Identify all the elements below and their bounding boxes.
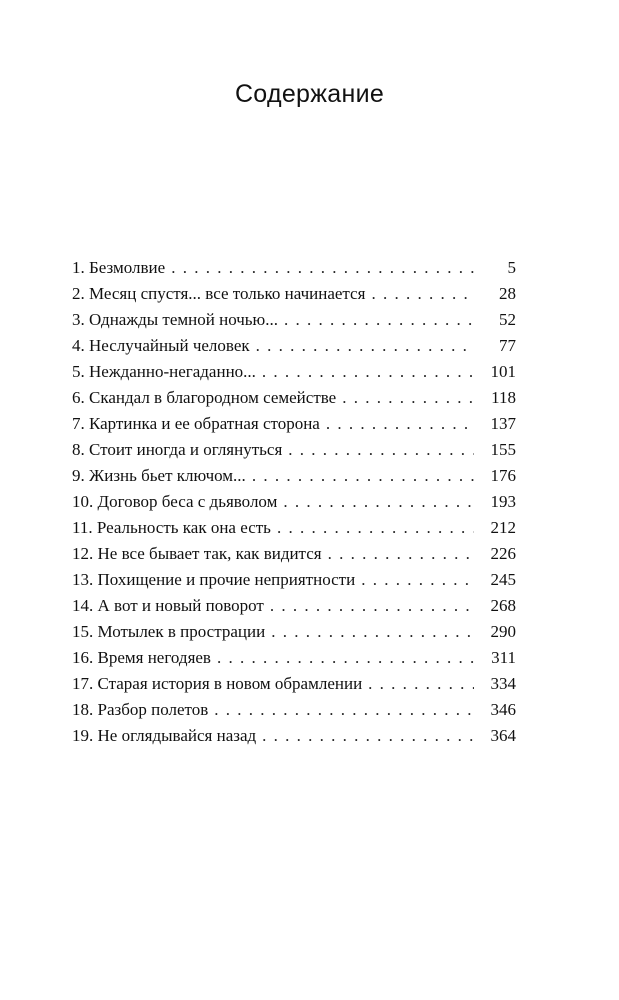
dot-leader	[171, 255, 474, 281]
toc-entry-page: 118	[491, 388, 516, 407]
dot-leader	[262, 359, 474, 385]
toc-entry-page: 28	[499, 284, 516, 303]
toc-entry	[72, 671, 516, 697]
toc-entry-page: 155	[490, 440, 516, 459]
toc-entry-page: 311	[491, 648, 516, 667]
table-of-contents	[72, 255, 516, 749]
toc-entry-page: 52	[499, 310, 516, 329]
toc-entry-title: 1. Безмолвие	[72, 258, 166, 277]
toc-entry-page: 226	[490, 544, 516, 563]
dot-leader	[262, 723, 474, 749]
dot-leader	[361, 567, 474, 593]
dot-leader	[270, 593, 474, 619]
page-title: Содержание	[234, 80, 385, 108]
toc-entry	[72, 463, 516, 489]
toc-entry-title: 18. Разбор полетов	[72, 700, 209, 719]
toc-entry-title: 5. Нежданно-негаданно...	[72, 362, 256, 381]
dot-leader	[284, 307, 474, 333]
dot-leader	[326, 411, 474, 437]
dot-leader	[277, 515, 474, 541]
dot-leader	[342, 385, 474, 411]
toc-entry	[72, 619, 516, 645]
toc-entry-page: 268	[490, 596, 516, 615]
dot-leader	[288, 437, 474, 463]
toc-entry-title: 13. Похищение и прочие неприятности	[72, 570, 356, 589]
toc-entry-title: 12. Не все бывает так, как видится	[72, 544, 322, 563]
toc-entry-page: 176	[490, 466, 516, 485]
toc-entry-page: 346	[490, 700, 516, 719]
toc-entry-page: 290	[490, 622, 516, 641]
toc-entry-page: 364	[490, 726, 516, 745]
toc-entry	[72, 645, 516, 671]
toc-entry-title: 6. Скандал в благородном семействе	[72, 388, 337, 407]
toc-entry-page: 101	[490, 362, 516, 381]
toc-entry-page: 193	[490, 492, 516, 511]
toc-entry	[72, 255, 516, 281]
toc-entry	[72, 697, 516, 723]
toc-entry-page: 245	[490, 570, 516, 589]
dot-leader	[328, 541, 474, 567]
toc-entry	[72, 437, 516, 463]
toc-entry-title: 2. Месяц спустя... все только начинается	[72, 284, 366, 303]
toc-entry-page: 212	[490, 518, 516, 537]
toc-entry-page: 77	[499, 336, 516, 355]
toc-entry-title: 8. Стоит иногда и оглянуться	[72, 440, 283, 459]
dot-leader	[371, 281, 474, 307]
toc-entry-title: 19. Не оглядывайся назад	[72, 726, 257, 745]
toc-entry	[72, 515, 516, 541]
toc-entry	[72, 281, 516, 307]
toc-entry	[72, 411, 516, 437]
dot-leader	[368, 671, 474, 697]
toc-entry-title: 9. Жизнь бьет ключом...	[72, 466, 246, 485]
dot-leader	[252, 463, 474, 489]
toc-entry	[72, 593, 516, 619]
toc-entry	[72, 489, 516, 515]
toc-entry-title: 4. Неслучайный человек	[72, 336, 250, 355]
toc-entry	[72, 541, 516, 567]
toc-entry	[72, 385, 516, 411]
toc-entry-title: 7. Картинка и ее обратная сторона	[72, 414, 320, 433]
toc-entry-title: 14. А вот и новый поворот	[72, 596, 264, 615]
dot-leader	[256, 333, 474, 359]
toc-entry-page: 137	[490, 414, 516, 433]
toc-entry	[72, 359, 516, 385]
toc-entry	[72, 333, 516, 359]
dot-leader	[214, 697, 474, 723]
toc-entry-title: 15. Мотылек в прострации	[72, 622, 266, 641]
toc-entry-title: 3. Однажды темной ночью...	[72, 310, 279, 329]
toc-entry-page: 334	[490, 674, 516, 693]
toc-entry-page: 5	[507, 258, 516, 277]
toc-entry	[72, 723, 516, 749]
dot-leader	[271, 619, 474, 645]
toc-entry	[72, 307, 516, 333]
dot-leader	[217, 645, 474, 671]
dot-leader	[283, 489, 474, 515]
toc-entry	[72, 567, 516, 593]
toc-entry-title: 10. Договор беса с дьяволом	[72, 492, 278, 511]
toc-entry-title: 16. Время негодяев	[72, 648, 211, 667]
toc-entry-title: 11. Реальность как она есть	[72, 518, 271, 537]
toc-entry-title: 17. Старая история в новом обрамлении	[72, 674, 363, 693]
